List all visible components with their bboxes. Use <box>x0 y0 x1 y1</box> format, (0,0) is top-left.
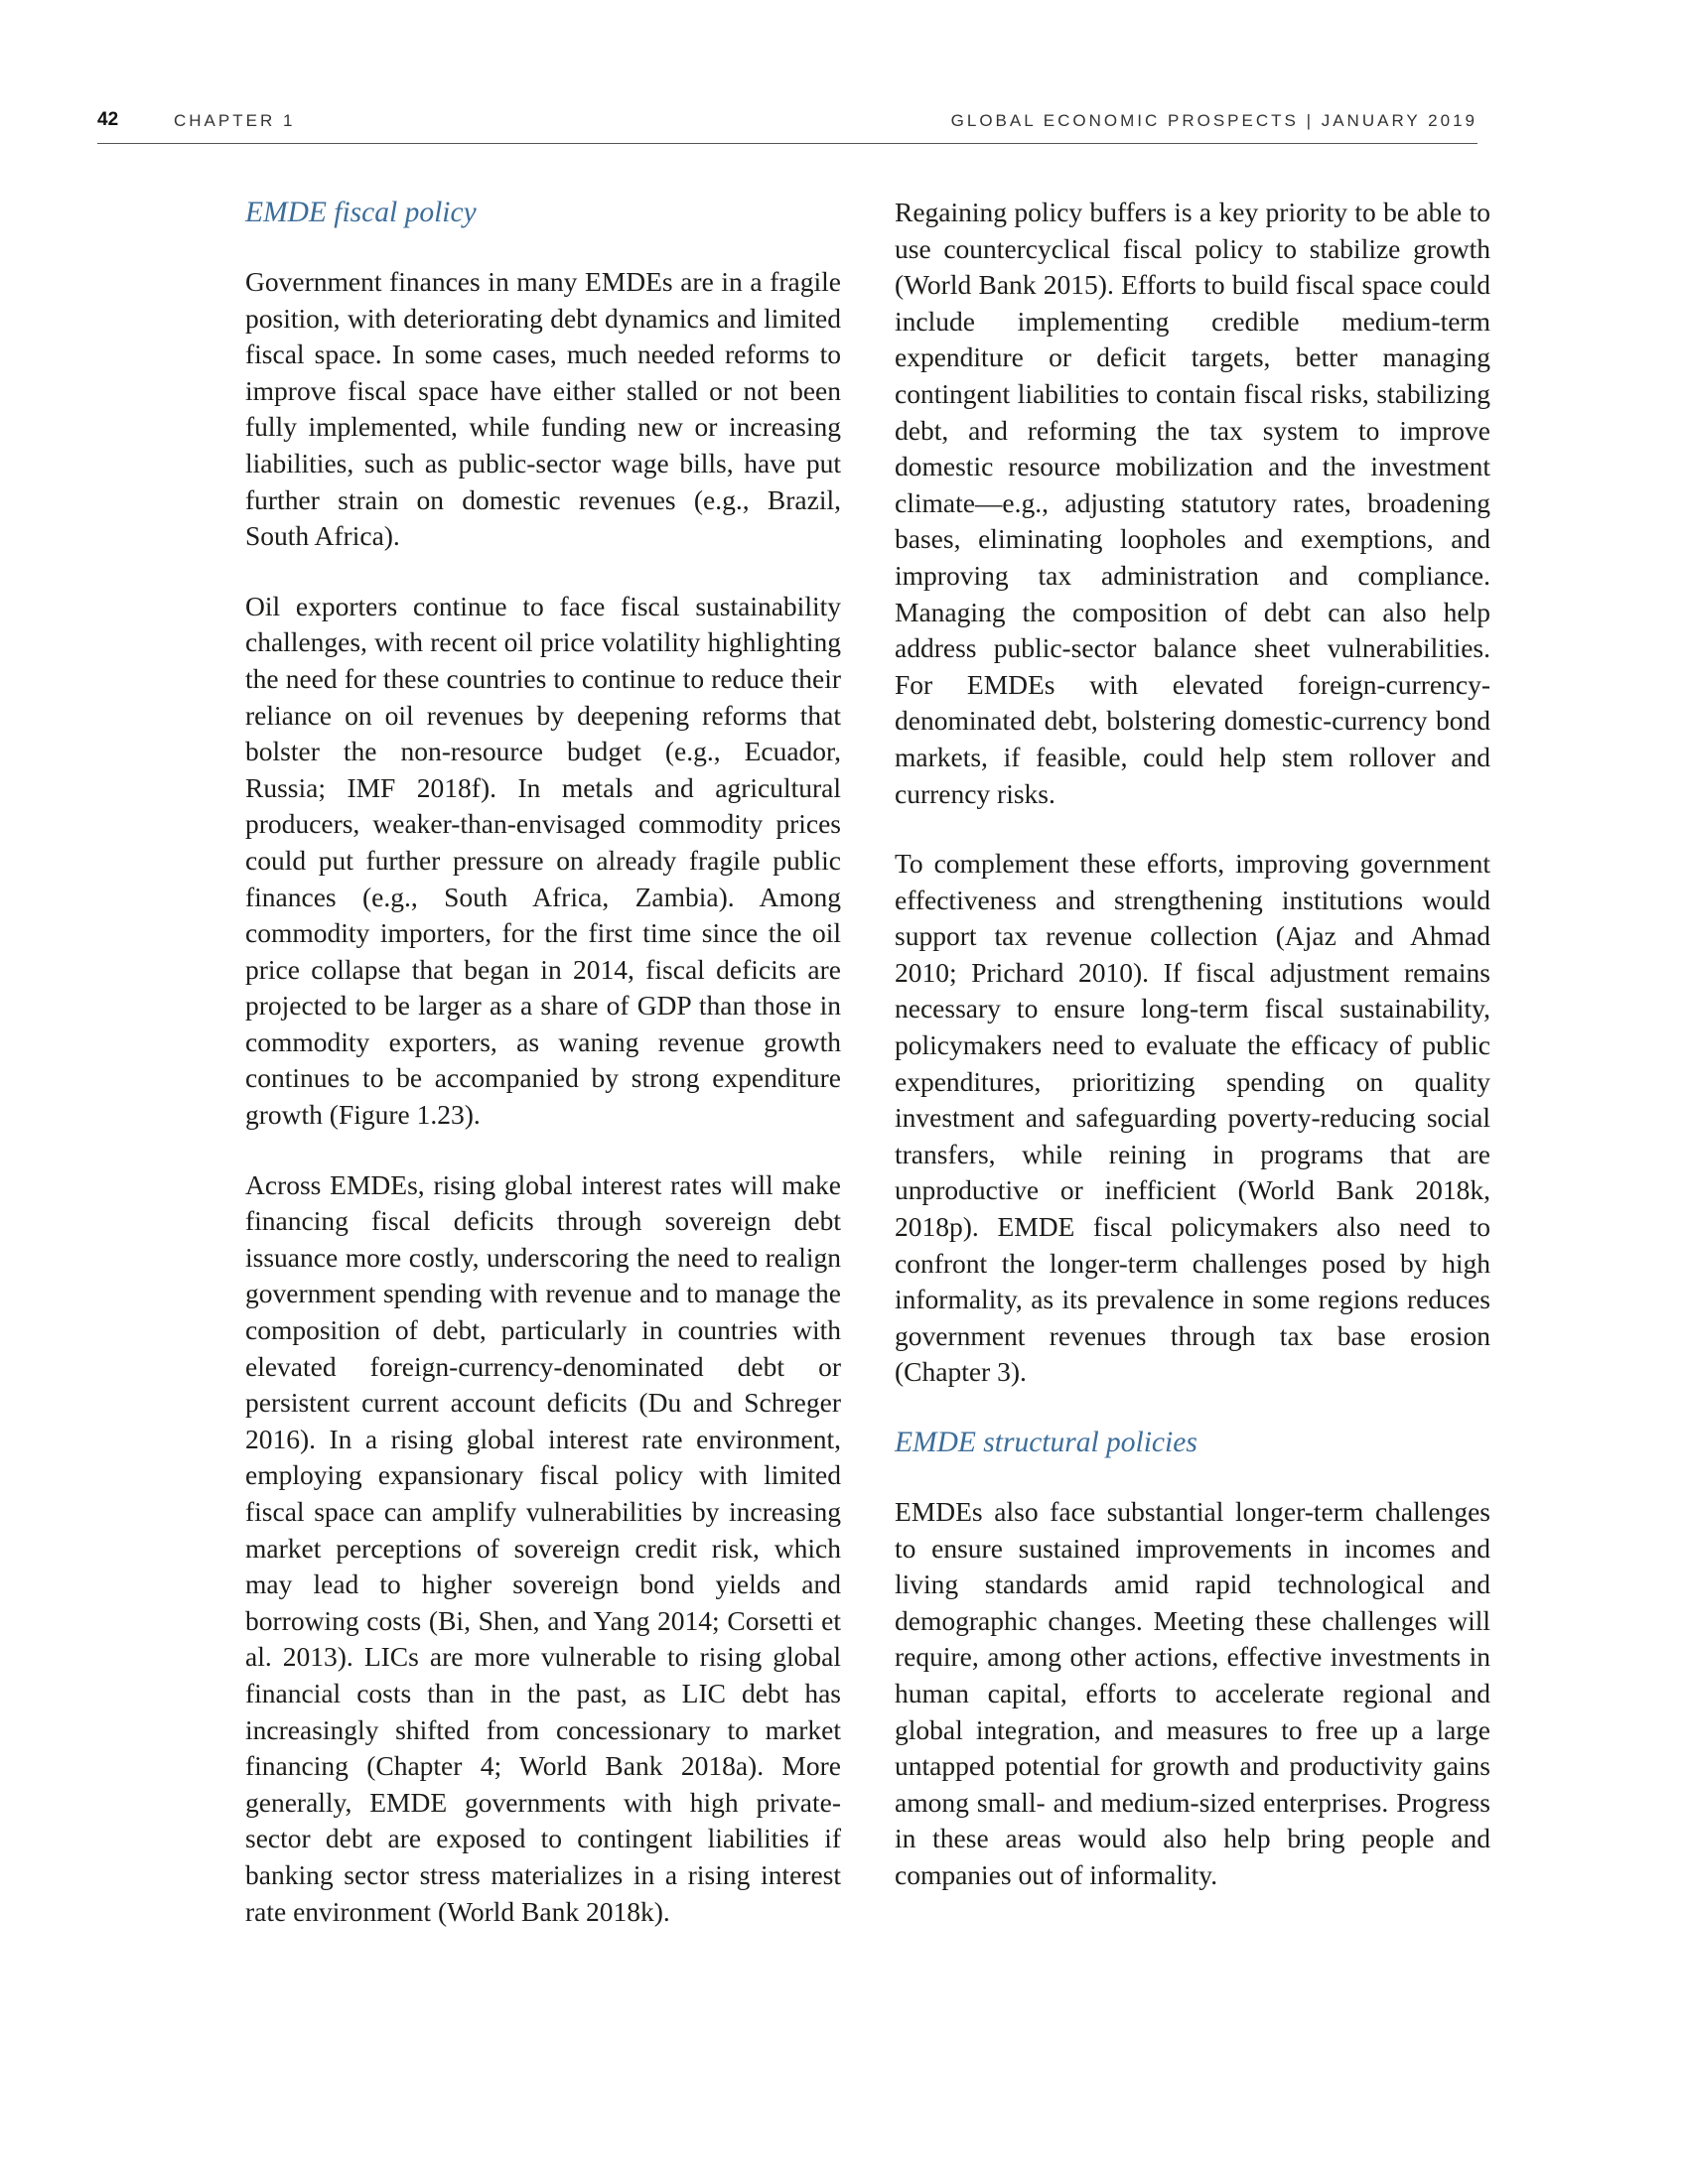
page-number: 42 <box>97 109 119 130</box>
paragraph: Government finances in many EMDEs are in a fragile position, with deteriorating debt dynamics and limited fiscal space. In some cases, much needed reforms to improve fiscal space have either stalled or not been fully implemented, while funding new or increasing liabilities, such as public-sector wage bills, have put further strain on domestic revenues (e.g., Brazil, South Africa). <box>245 266 841 552</box>
left-column <box>245 195 841 1964</box>
paragraph: EMDEs also face substantial longer-term challenges to ensure sustained improvements in incomes and living standards amid rapid technological and demographic changes. Meeting these challenges will require, among other actions, effective investments in human capital, efforts to accelerate regional and global integration, and measures to free up a large untapped potential for growth and productivity gains among small- and medium-sized enterprises. Progress in these areas would also help bring people and companies out of informality. <box>895 1496 1490 1890</box>
paragraph: To complement these efforts, improving government effectiveness and strengthening institutions would support tax revenue collection (Ajaz and Ahmad 2010; Prichard 2010). If fiscal adjustment remains necessary to ensure long-term fiscal sustainability, policymakers need to evaluate the efficacy of public expenditures, prioritizing spending on quality investment and safeguarding poverty-reducing social transfers, while reining in programs that are unproductive or inefficient (World Bank 2018k, 2018p). EMDE fiscal policymakers also need to confront the longer-term challenges posed by high informality, as its prevalence in some regions reduces government revenues through tax base erosion (Chapter 3). <box>895 848 1490 1388</box>
paragraph: Oil exporters continue to face fiscal sustainability challenges, with recent oil price volatility highlighting the need for these countries to continue to reduce their reliance on oil revenues by deepening reforms that bolster the non-resource budget (e.g., Ecuador, Russia; IMF 2018f). In metals and agricultural producers, weaker-than-envisaged commodity prices could put further pressure on already fragile public finances (e.g., South Africa, Zambia). Among commodity importers, for the first time since the oil price collapse that began in 2014, fiscal deficits are projected to be larger as a share of GDP than those in commodity exporters, as waning revenue growth continues to be accompanied by strong expenditure growth (Figure 1.23). <box>245 590 841 1131</box>
section-heading-structural-policies: EMDE structural policies <box>895 1427 1197 1458</box>
chapter-label: CHAPTER 1 <box>174 111 296 130</box>
page-header <box>97 105 1477 144</box>
section-heading-fiscal-policy: EMDE fiscal policy <box>245 197 477 228</box>
paragraph: Regaining policy buffers is a key priority to be able to use countercyclical fiscal policy to stabilize growth (World Bank 2015). Efforts to build fiscal space could include implementing credible medium-term expenditure or deficit targets, better managing contingent liabilities to contain fiscal risks, stabilizing debt, and reforming the tax system to improve domestic resource mobilization and the investment climate—e.g., adjusting statutory rates, broadening bases, eliminating loopholes and exemptions, and improving tax administration and compliance. Managing the composition of debt can also help address public-sector balance sheet vulnerabilities. For EMDEs with elevated foreign-currency-denominated debt, bolstering domestic-currency bond markets, if feasible, could help stem rollover and currency risks. <box>895 197 1490 809</box>
publication-title: GLOBAL ECONOMIC PROSPECTS | JANUARY 2019 <box>950 111 1477 130</box>
right-column <box>895 195 1490 1928</box>
paragraph: Across EMDEs, rising global interest rates will make financing fiscal deficits through sovereign debt issuance more costly, underscoring the need to realign government spending with revenue and to manage the composition of debt, particularly in countries with elevated foreign-currency-denominated debt or persistent current account deficits (Du and Schreger 2016). In a rising global interest rate environment, employing expansionary fiscal policy with limited fiscal space can amplify vulnerabilities by increasing market perceptions of sovereign credit risk, which may lead to higher sovereign bond yields and borrowing costs (Bi, Shen, and Yang 2014; Corsetti et al. 2013). LICs are more vulnerable to rising global financial costs than in the past, as LIC debt has increasingly shifted from concessionary to market financing (Chapter 4; World Bank 2018a). More generally, EMDE governments with high private-sector debt are exposed to contingent liabilities if banking sector stress materializes in a rising interest rate environment (World Bank 2018k). <box>245 1168 841 1927</box>
